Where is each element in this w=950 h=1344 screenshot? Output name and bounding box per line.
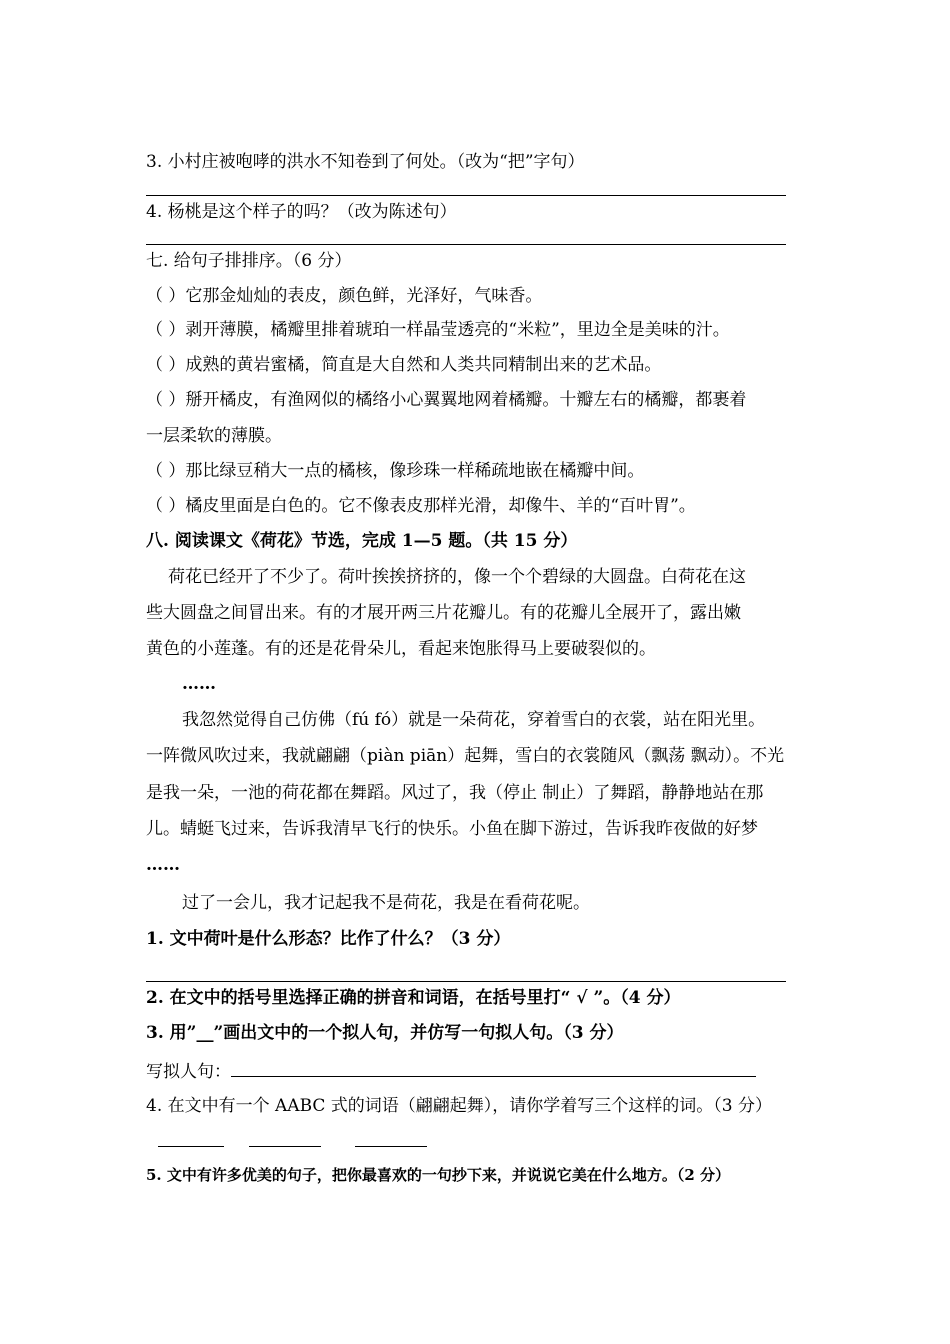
passage-line-3: 黄色的小莲蓬。有的还是花骨朵儿，看起来饱胀得马上要破裂似的。: [146, 639, 656, 659]
write-personification-blank[interactable]: [231, 1058, 756, 1077]
reading-question-4: 4. 在文中有一个 AABC 式的词语（翩翩起舞），请你学着写三个这样的词。（3 分）: [146, 1096, 773, 1116]
passage-line-5: 一阵微风吹过来，我就翩翩（piàn piān）起舞，雪白的衣裳随风（飘荡 飘动）。不光: [146, 746, 785, 766]
reading-question-5: 5. 文中有许多优美的句子，把你最喜欢的一句抄下来，并说说它美在什么地方。（2 分）: [146, 1166, 731, 1184]
order-item-1: （ ）它那金灿灿的表皮，颜色鲜，光泽好，气味香。: [146, 286, 543, 306]
section-8-title: 八. 阅读课文《荷花》节选，完成 1—5 题。（共 15 分）: [146, 531, 578, 551]
order-item-2: （ ）剥开薄膜，橘瓣里排着琥珀一样晶莹透亮的“米粒”，里边全是美味的汁。: [146, 320, 730, 340]
reading-question-3: 3. 用”__”画出文中的一个拟人句，并仿写一句拟人句。（3 分）: [146, 1023, 624, 1043]
answer-line-q3[interactable]: [146, 195, 786, 196]
order-item-4: （ ）掰开橘皮，有渔网似的橘络小心翼翼地网着橘瓣。十瓣左右的橘瓣，都裹着: [146, 390, 747, 410]
aabc-word-blank-1[interactable]: [158, 1128, 224, 1147]
passage-line-8: 过了一会儿，我才记起我不是荷花，我是在看荷花呢。: [182, 893, 590, 913]
aabc-word-blank-3[interactable]: [355, 1128, 427, 1147]
order-item-5: （ ）那比绿豆稍大一点的橘核，像珍珠一样稀疏地嵌在橘瓣中间。: [146, 461, 645, 481]
write-personification-row: [146, 1058, 756, 1084]
write-personification-label: 写拟人句：: [146, 1062, 231, 1082]
answer-line-q4[interactable]: [146, 244, 786, 245]
passage-ellipsis-1: ……: [182, 674, 216, 694]
order-item-6: （ ）橘皮里面是白色的。它不像表皮那样光滑，却像牛、羊的“百叶胃”。: [146, 496, 696, 516]
passage-line-7: 儿。蜻蜓飞过来，告诉我清早飞行的快乐。小鱼在脚下游过，告诉我昨夜做的好梦: [146, 819, 758, 839]
passage-line-6: 是我一朵，一池的荷花都在舞蹈。风过了，我（停止 制止）了舞蹈，静静地站在那: [146, 783, 764, 803]
reading-question-1: 1. 文中荷叶是什么形态？比作了什么？（3 分）: [146, 929, 511, 949]
aabc-word-blank-2[interactable]: [249, 1128, 321, 1147]
order-item-3: （ ）成熟的黄岩蜜橘，简直是大自然和人类共同精制出来的艺术品。: [146, 355, 662, 375]
passage-ellipsis-2: ……: [146, 855, 180, 875]
passage-line-1: 荷花已经开了不少了。荷叶挨挨挤挤的，像一个个碧绿的大圆盘。白荷花在这: [168, 567, 746, 587]
passage-line-4: 我忽然觉得自己仿佛（fú fó）就是一朵荷花，穿着雪白的衣裳，站在阳光里。: [182, 710, 766, 730]
question-3-rewrite: 3. 小村庄被咆哮的洪水不知卷到了何处。（改为“把”字句）: [146, 152, 585, 172]
question-4-rewrite: 4. 杨桃是这个样子的吗？（改为陈述句）: [146, 202, 457, 222]
section-7-title: 七. 给句子排排序。（6 分）: [146, 251, 352, 271]
answer-line-rq1[interactable]: [146, 981, 786, 982]
passage-line-2: 些大圆盘之间冒出来。有的才展开两三片花瓣儿。有的花瓣儿全展开了，露出嫩: [146, 603, 741, 623]
reading-question-2: 2. 在文中的括号里选择正确的拼音和词语，在括号里打“ √ ”。（4 分）: [146, 988, 681, 1008]
order-item-4-cont: 一层柔软的薄膜。: [146, 426, 282, 446]
